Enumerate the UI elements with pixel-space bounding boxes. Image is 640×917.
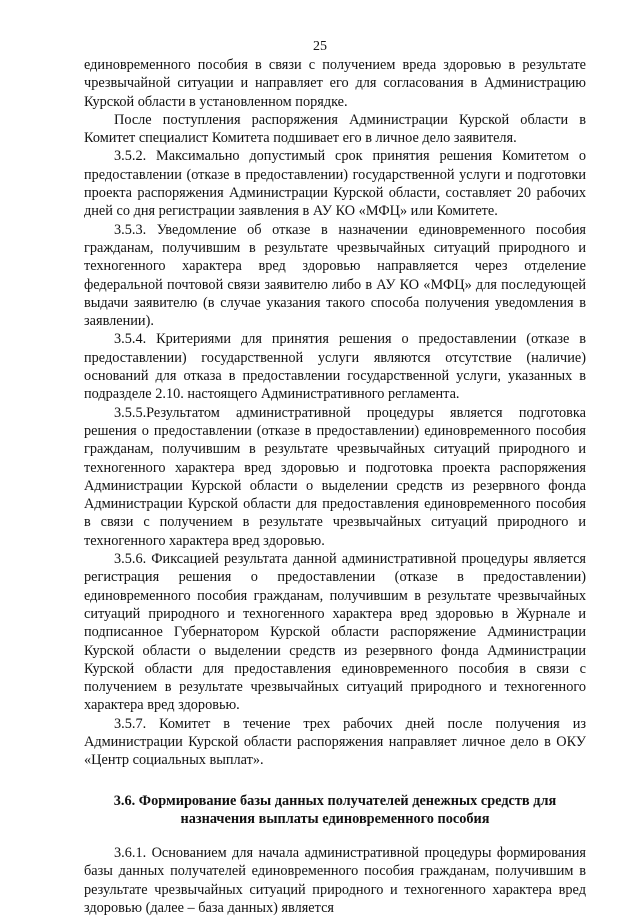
paragraph-3-5-4: 3.5.4. Критериями для принятия решения о предоставлении (отказе в предоставлении) государственной услуги являются отсутствие (наличие) оснований для отказа в предоставлении государственной услуги, указанных в подразделе 2.10. настоящего Административного регламента.: [84, 331, 586, 403]
paragraph-3-6-1: 3.6.1. Основанием для начала административной процедуры формирования базы данных получателей единовременного пособия гражданам, получившим в результате чрезвычайных ситуаций природного и техногенного характера вред здоровью (далее – база данных) является: [84, 845, 586, 917]
paragraph-order-filing: После поступления распоряжения Администрации Курской области в Комитет специалист Комитета подшивает его в личное дело заявителя.: [84, 111, 586, 147]
document-body: [84, 56, 586, 917]
paragraph-3-5-2: 3.5.2. Максимально допустимый срок принятия решения Комитетом о предоставлении (отказе в предоставлении) государственной услуги и подготовки проекта распоряжения Администрации Курской области, составляет 20 рабочих дней со дня регистрации заявления в АУ КО «МФЦ» или Комитете.: [84, 148, 586, 220]
paragraph-3-5-3: 3.5.3. Уведомление об отказе в назначении единовременного пособия гражданам, получившим в результате чрезвычайных ситуаций природного и техногенного характера вред здоровью направляется через отделение федеральной почтовой связи заявителю либо в АУ КО «МФЦ» для последующей выдачи заявителю (в случае указания такого способа получения уведомления в заявлении).: [84, 221, 586, 330]
page-number: 25: [313, 39, 327, 54]
paragraph-3-5-5: 3.5.5.Результатом административной процедуры является подготовка решения о предоставлении (отказе в предоставлении) единовременного пособия гражданам, получившим в результате чрезвычайных ситуаций природного и техногенного характера вред здоровью и подготовка проекта распоряжения Администрации Курской области о выделении средств из резервного фонда Администрации Курской области для предоставления единовременного пособия в связи с получением в результате чрезвычайных ситуаций природного и техногенного характера вред здоровью.: [84, 404, 586, 549]
paragraph-continuation: единовременного пособия в связи с получением вреда здоровью в результате чрезвычайной ситуации и направляет его для согласования в Администрацию Курской области в установленном порядке.: [84, 57, 586, 110]
paragraph-3-5-6: 3.5.6. Фиксацией результата данной административной процедуры является регистрация решения о предоставлении (отказе в предоставлении) единовременного пособия гражданам, получившим в результате чрезвычайных ситуаций природного и техногенного характера вред здоровью в Журнале и подписанное Губернатором Курской области распоряжение Администрации Курской области о выделении средств из резервного фонда Администрации Курской области для предоставления единовременного пособия в связи с получением в результате чрезвычайных ситуаций природного и техногенного характера вред здоровью.: [84, 551, 586, 714]
section-heading-3-6: 3.6. Формирование базы данных получателей денежных средств для назначения выплаты единовременного пособия: [113, 792, 557, 827]
paragraph-3-5-7: 3.5.7. Комитет в течение трех рабочих дней после получения из Администрации Курской области распоряжения направляет личное дело в ОКУ «Центр социальных выплат».: [84, 715, 586, 769]
